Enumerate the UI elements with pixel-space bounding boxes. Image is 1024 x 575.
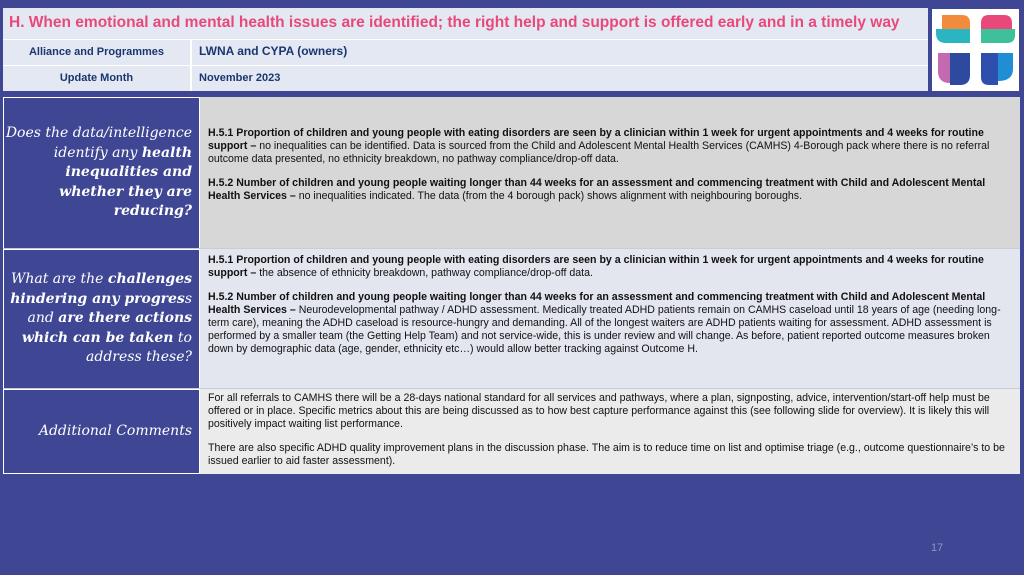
logo-petal-bottom-right-sky xyxy=(998,53,1013,81)
update-table xyxy=(3,97,1020,474)
question-text-part: Does the data/intelligence identify any xyxy=(5,125,192,161)
header-table xyxy=(3,8,928,91)
page-title: H. When emotional and mental health issues are identified; the right help and support is offered early and in a timely way xyxy=(3,8,928,40)
answer-text: Neurodevelopmental pathway / ADHD assessment. Medically treated ADHD patients remain on CAMHS caseload until 18 years of age (needing long-term care), meaning the ADHD caseload is resource-hungry and demanding. All of the longest waiters are ADHD patients waiting for assessment. ADHD assessment is performed by a smaller team (the Getting Help Team) and not service-wide, this is under review and will change. As before, patient reported outcome measures broken down by demographic data (age, gender, ethnicity etc…) would allow better tracking against Outcome H. xyxy=(208,304,1001,355)
question-text-part: health inequalities and whether they are reducing? xyxy=(59,144,192,220)
answer-text: For all referrals to CAMHS there will be a 28-days national standard for all services and pathways, where a plan, signposting, advice, intervention/start-off help must be offered or in place. Specific metrics about this are being discussed as to how best capture performance against this (see following slide for overview). It is likely this will positively impact waiting list performance. xyxy=(208,392,990,430)
page-number: 17 xyxy=(931,542,944,554)
row-question xyxy=(3,249,200,388)
question-text-part: are there actions which can be taken xyxy=(21,310,192,346)
table-row-challenges xyxy=(3,249,1020,389)
logo-petal-top-left-orange xyxy=(942,15,970,29)
answer-paragraph xyxy=(208,177,1012,203)
answer-paragraph xyxy=(208,291,1012,356)
logo-petal-bottom-left-purple xyxy=(938,53,950,83)
header-label-alliance: Alliance and Programmes xyxy=(3,40,192,65)
header-row-update-month xyxy=(3,66,928,91)
answer-paragraph xyxy=(208,254,1012,280)
header-label-update-month: Update Month xyxy=(3,66,192,91)
logo xyxy=(932,9,1019,91)
answer-paragraph xyxy=(208,127,1012,166)
row-answer xyxy=(200,249,1020,388)
question-text-part: s and xyxy=(27,290,192,327)
four-petal-logo-icon xyxy=(932,9,1019,91)
answer-metric-heading: H.5.1 Proportion of children and young people with eating disorders are seen by a clinician within 1 week for urgent appointments and 4 weeks for routine support – xyxy=(208,254,984,279)
logo-petal-top-right-pink xyxy=(981,15,1012,29)
row-question xyxy=(3,97,200,248)
logo-petal-top-left-teal xyxy=(936,29,970,43)
answer-text: no inequalities indicated. The data (from the 4 borough pack) shows alignment with neighbouring boroughs. xyxy=(295,190,803,202)
answer-text: the absence of ethnicity breakdown, pathway compliance/drop-off data. xyxy=(256,267,593,279)
answer-text: There are also specific ADHD quality improvement plans in the discussion phase. The aim is to reduce time on list and optimise triage (e.g., outcome questionnaire’s to be issued earlier to aid faster assessment). xyxy=(208,442,1005,467)
answer-metric-heading: H.5.2 Number of children and young people waiting longer than 44 weeks for an assessment and commencing treatment with Child and Adolescent Mental Health Services – xyxy=(208,177,986,202)
header-value-update-month: November 2023 xyxy=(199,72,281,84)
table-row-health-inequalities xyxy=(3,97,1020,249)
answer-paragraph xyxy=(208,442,1012,468)
logo-petal-bottom-right-blue xyxy=(981,53,998,85)
answer-metric-heading: H.5.2 Number of children and young people waiting longer than 44 weeks for an assessment and commencing treatment with Child and Adolescent Mental Health Services – xyxy=(208,291,986,316)
answer-paragraph xyxy=(208,392,1012,431)
row-question xyxy=(3,389,200,474)
table-row-additional-comments xyxy=(3,389,1020,474)
question-text-part: to address these? xyxy=(86,329,192,366)
question-text-part: Additional Comments xyxy=(38,422,192,439)
question-text-part: challenges hindering any progres xyxy=(10,271,192,307)
logo-petal-top-right-green xyxy=(981,29,1015,43)
row-answer xyxy=(200,97,1020,248)
row-answer xyxy=(200,389,1020,474)
header-row-alliance xyxy=(3,40,928,66)
question-text-part: What are the xyxy=(10,271,108,288)
answer-text: no inequalities can be identified. Data is sourced from the Child and Adolescent Mental Health Services (CAMHS) 4-Borough pack where there is no referral outcome data presented, no ethnicity breakdown, no pathway compliance/drop-off data. xyxy=(208,140,990,165)
logo-petal-bottom-left-navy xyxy=(950,53,970,85)
header-value-alliance: LWNA and CYPA (owners) xyxy=(199,44,348,58)
answer-metric-heading: H.5.1 Proportion of children and young people with eating disorders are seen by a clinician within 1 week for urgent appointments and 4 weeks for routine support – xyxy=(208,127,984,152)
